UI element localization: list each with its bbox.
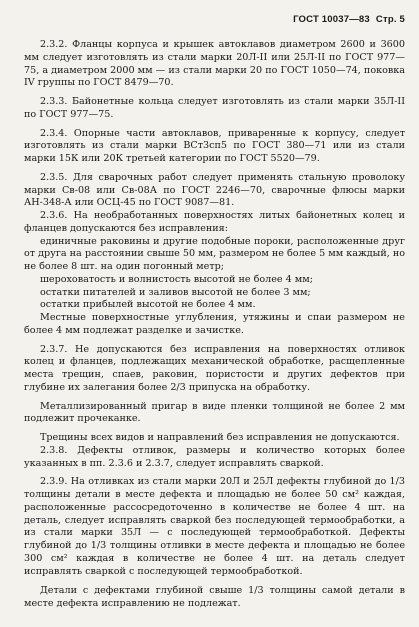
list-item: остатки прибылей высотой не более 4 мм. (40, 299, 256, 311)
standard-number: ГОСТ 10037—83 (293, 14, 370, 25)
paragraph-2-3-9: 2.3.9. На отливках из стали марки 20Л и 25Л дефекты глубиной до 1/3 толщины детали в месте дефекта и площадью не более 50 см² каждая, расположенные рассосредоточенно в количестве не более 4 шт. на деталь, следует исправлять сваркой без последующей термообработки, а из стали марки 35Л — с последующей термообработкой. Дефекты глубиной до 1/3 толщины отливки в месте дефекта и площадью не более 300 см² каждая в количестве не более 4 шт. на деталь следует исправлять сваркой с последующей термообработкой. (24, 476, 405, 577)
paragraph: Трещины всех видов и направлений без исправления не допускаются. (40, 432, 400, 443)
paragraph: Металлизированный пригар в виде пленки толщиной не более 2 мм подлежит прочеканке. (24, 400, 405, 425)
list-item: единичные раковины и другие подобные пороки, расположенные друг от друга на расстоянии свыше 50 мм, размером не более 5 мм каждый, но не более 8 шт. на один погонный метр; (24, 235, 405, 272)
paragraph-2-3-4: 2.3.4. Опорные части автоклавов, приваренные к корпусу, следует изготовлять из стали марки ВСт3сп5 по ГОСТ 380—71 или из стали марки 15К или 20К третьей категории по ГОСТ 5520—79. (24, 127, 405, 164)
page-number: Стр. 5 (375, 14, 405, 25)
list-item: остатки питателей и заливов высотой не более 3 мм; (40, 286, 311, 298)
paragraph: Местные поверхностные углубления, утяжины и спаи размером не более 4 мм подлежат разделке и зачистке. (24, 312, 405, 336)
paragraph-2-3-6: 2.3.6. На необработанных поверхностях литых байонетных колец и фланцев допускаются без исправления: (24, 210, 405, 234)
list-item: шероховатость и волнистость высотой не более 4 мм; (40, 273, 313, 285)
paragraph-2-3-2: 2.3.2. Фланцы корпуса и крышек автоклавов диаметром 2600 и 3600 мм следует изготовлять из стали марки 20Л-II или 25Л-II по ГОСТ 977—75, а диаметром 2000 мм — из стали марки 20 по ГОСТ 1050—74, поковка IV группы по ГОСТ 8479—70. (24, 39, 405, 89)
paragraph-2-3-3: 2.3.3. Байонетные кольца следует изготовлять из стали марки 35Л-II по ГОСТ 977—75. (24, 96, 405, 120)
document-body (24, 39, 405, 611)
paragraph-2-3-8: 2.3.8. Дефекты отливок, размеры и количество которых более указанных в пп. 2.3.6 и 2.3.7, следует исправлять сваркой. (24, 444, 405, 469)
page-header (24, 14, 405, 25)
paragraph-2-3-7: 2.3.7. Не допускаются без исправления на поверхностях отливок колец и фланцев, подлежащих механической обработке, расщепленные места трещин, спаев, раковин, пористости и других дефектов при глубине их залегания более 2/3 припуска на обработку. (24, 343, 405, 393)
paragraph: Детали с дефектами глубиной свыше 1/3 толщины самой детали в месте дефекта исправлению не подлежат. (24, 585, 405, 609)
paragraph-2-3-5: 2.3.5. Для сварочных работ следует применять стальную проволоку марки Св-08 или Св-08А по ГОСТ 2246—70, сварочные флюсы марки АН-348-А или ОСЦ-45 по ГОСТ 9087—81. (24, 171, 405, 209)
